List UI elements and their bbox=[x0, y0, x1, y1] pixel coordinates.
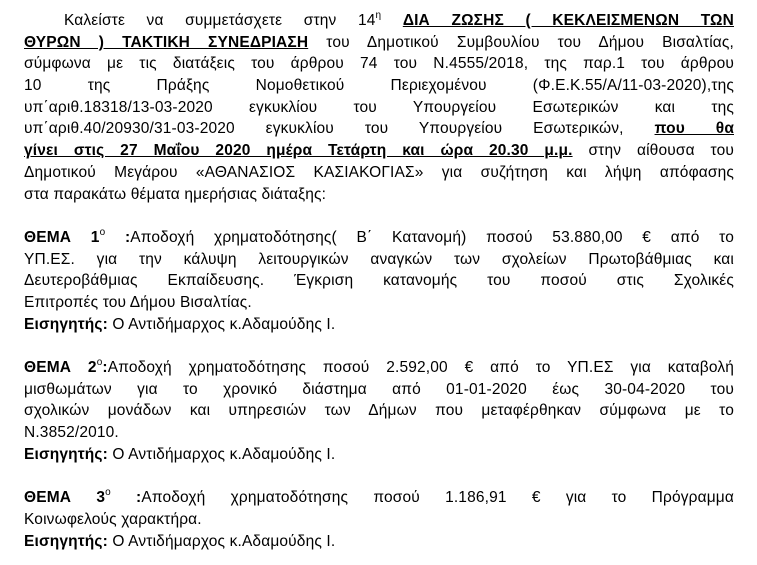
intro-text: του Δημοτικού Συμβουλίου του Δήμου Βισαλτίας, bbox=[326, 33, 734, 51]
topic-text: σχολικών μονάδων και υπηρεσιών των Δήμων που μεταφέρθηκαν σύμφωνα με το bbox=[24, 402, 734, 420]
topic-text: Ν.3852/2010. bbox=[24, 424, 119, 442]
topic-text: Αποδοχή χρηματοδότησης ποσού 2.592,00 € από το ΥΠ.ΕΣ για καταβολή bbox=[107, 359, 734, 376]
topic-text: Δευτεροβάθμιας Εκπαίδευσης. Έγκριση κατανομής του ποσού στις Σχολικές bbox=[24, 272, 734, 290]
topic-text: Αποδοχή χρηματοδότησης( Β΄ Κατανομή) ποσού 53.880,00 € από το bbox=[130, 228, 734, 246]
intro-line bbox=[24, 75, 734, 97]
intro-line bbox=[24, 32, 734, 54]
topic-line bbox=[24, 509, 734, 531]
meeting-type: ΔΙΑ ΖΩΣΗΣ ( ΚΕΚΛΕΙΣΜΕΝΩΝ ΤΩΝ bbox=[402, 12, 734, 29]
topic-text: Αποδοχή χρηματοδότησης ποσού 1.186,91 € για το Πρόγραμμα bbox=[141, 489, 734, 507]
topic-text: μισθωμάτων για το χρονικό διάστημα από 01-01-2020 έως 30-04-2020 του bbox=[24, 380, 734, 398]
topic-line bbox=[24, 357, 734, 379]
rapporteur-line bbox=[24, 314, 734, 336]
topic-line bbox=[24, 227, 734, 249]
meeting-type-cont: ΘΥΡΩΝ ) ΤΑΚΤΙΚΗ ΣΥΝΕΔΡΙΑΣΗ bbox=[24, 33, 309, 51]
topic-text: Κοινωφελούς χαρακτήρα. bbox=[24, 510, 202, 528]
rapporteur-line bbox=[24, 531, 734, 553]
intro-paragraph bbox=[24, 10, 734, 205]
meeting-date-cont: γίνει στις 27 Μαΐου 2020 ημέρα Τετάρτη και ώρα 20.30 μ.μ. bbox=[24, 142, 573, 160]
topic-line bbox=[24, 487, 734, 509]
intro-line bbox=[24, 118, 734, 140]
ordinal-superscript: ο bbox=[99, 226, 106, 238]
intro-line bbox=[24, 97, 734, 119]
rapporteur-name: Ο Αντιδήμαρχος κ.Αδαμούδης Ι. bbox=[107, 315, 336, 333]
intro-line bbox=[24, 53, 734, 75]
rapporteur-label: Εισηγητής: bbox=[24, 315, 108, 333]
rapporteur-line bbox=[24, 444, 734, 466]
intro-text: υπ΄αριθ.18318/13-03-2020 εγκυκλίου του Υπουργείου Εσωτερικών και της bbox=[24, 98, 734, 116]
intro-text: στην αίθουσα του bbox=[588, 142, 734, 160]
topic-text: ΥΠ.ΕΣ. για την κάλυψη λειτουργικών αναγκών των σχολείων Πρωτοβάθμιας και bbox=[24, 250, 734, 268]
topic-line bbox=[24, 249, 734, 271]
agenda-topic-3 bbox=[24, 487, 734, 552]
intro-text: σύμφωνα με τις διατάξεις του άρθρου 74 του Ν.4555/2018, της παρ.1 του άρθρου bbox=[24, 55, 734, 73]
agenda-topic-2 bbox=[24, 357, 734, 465]
intro-line bbox=[24, 184, 734, 206]
rapporteur-label: Εισηγητής: bbox=[24, 532, 108, 550]
intro-line bbox=[24, 162, 734, 184]
topic-line bbox=[24, 270, 734, 292]
intro-line bbox=[24, 10, 734, 32]
rapporteur-name: Ο Αντιδήμαρχος κ.Αδαμούδης Ι. bbox=[107, 445, 336, 463]
topic-colon: : bbox=[110, 489, 142, 507]
intro-line bbox=[24, 140, 734, 162]
intro-text: 10 της Πράξης Νομοθετικού Περιεχομένου (Φ.Ε.Κ.55/Α/11-03-2020),της bbox=[24, 77, 734, 95]
intro-text: Καλείστε να συμμετάσχετε στην 14 bbox=[64, 12, 376, 29]
topic-line bbox=[24, 379, 734, 401]
topic-line bbox=[24, 422, 734, 444]
topic-label: ΘΕΜΑ 3 bbox=[24, 489, 106, 507]
topic-line bbox=[24, 400, 734, 422]
intro-text: στα παρακάτω θέματα ημερήσιας διάταξης: bbox=[24, 185, 327, 203]
meeting-date: που θα bbox=[654, 120, 734, 138]
topic-label: ΘΕΜΑ 1 bbox=[24, 228, 100, 246]
ordinal-superscript: ο bbox=[96, 356, 103, 368]
intro-text: Δημοτικού Μεγάρου «ΑΘΑΝΑΣΙΟΣ ΚΑΣΙΑΚΟΓΙΑΣ» για συζήτηση και λήψη απόφασης bbox=[24, 163, 734, 181]
ordinal-superscript: ο bbox=[105, 486, 111, 498]
rapporteur-label: Εισηγητής: bbox=[24, 445, 108, 463]
topic-colon: : bbox=[102, 359, 108, 376]
ordinal-superscript: η bbox=[375, 9, 382, 21]
rapporteur-name: Ο Αντιδήμαρχος κ.Αδαμούδης Ι. bbox=[107, 532, 336, 550]
intro-text: υπ΄αριθ.40/20930/31-03-2020 εγκυκλίου του Υπουργείου Εσωτερικών, bbox=[24, 120, 624, 138]
topic-text: Επιτροπές του Δήμου Βισαλτίας. bbox=[24, 293, 252, 311]
topic-label: ΘΕΜΑ 2 bbox=[24, 359, 97, 376]
agenda-topic-1 bbox=[24, 227, 734, 335]
topic-line bbox=[24, 292, 734, 314]
topic-colon: : bbox=[105, 228, 131, 246]
document-body bbox=[24, 10, 734, 552]
